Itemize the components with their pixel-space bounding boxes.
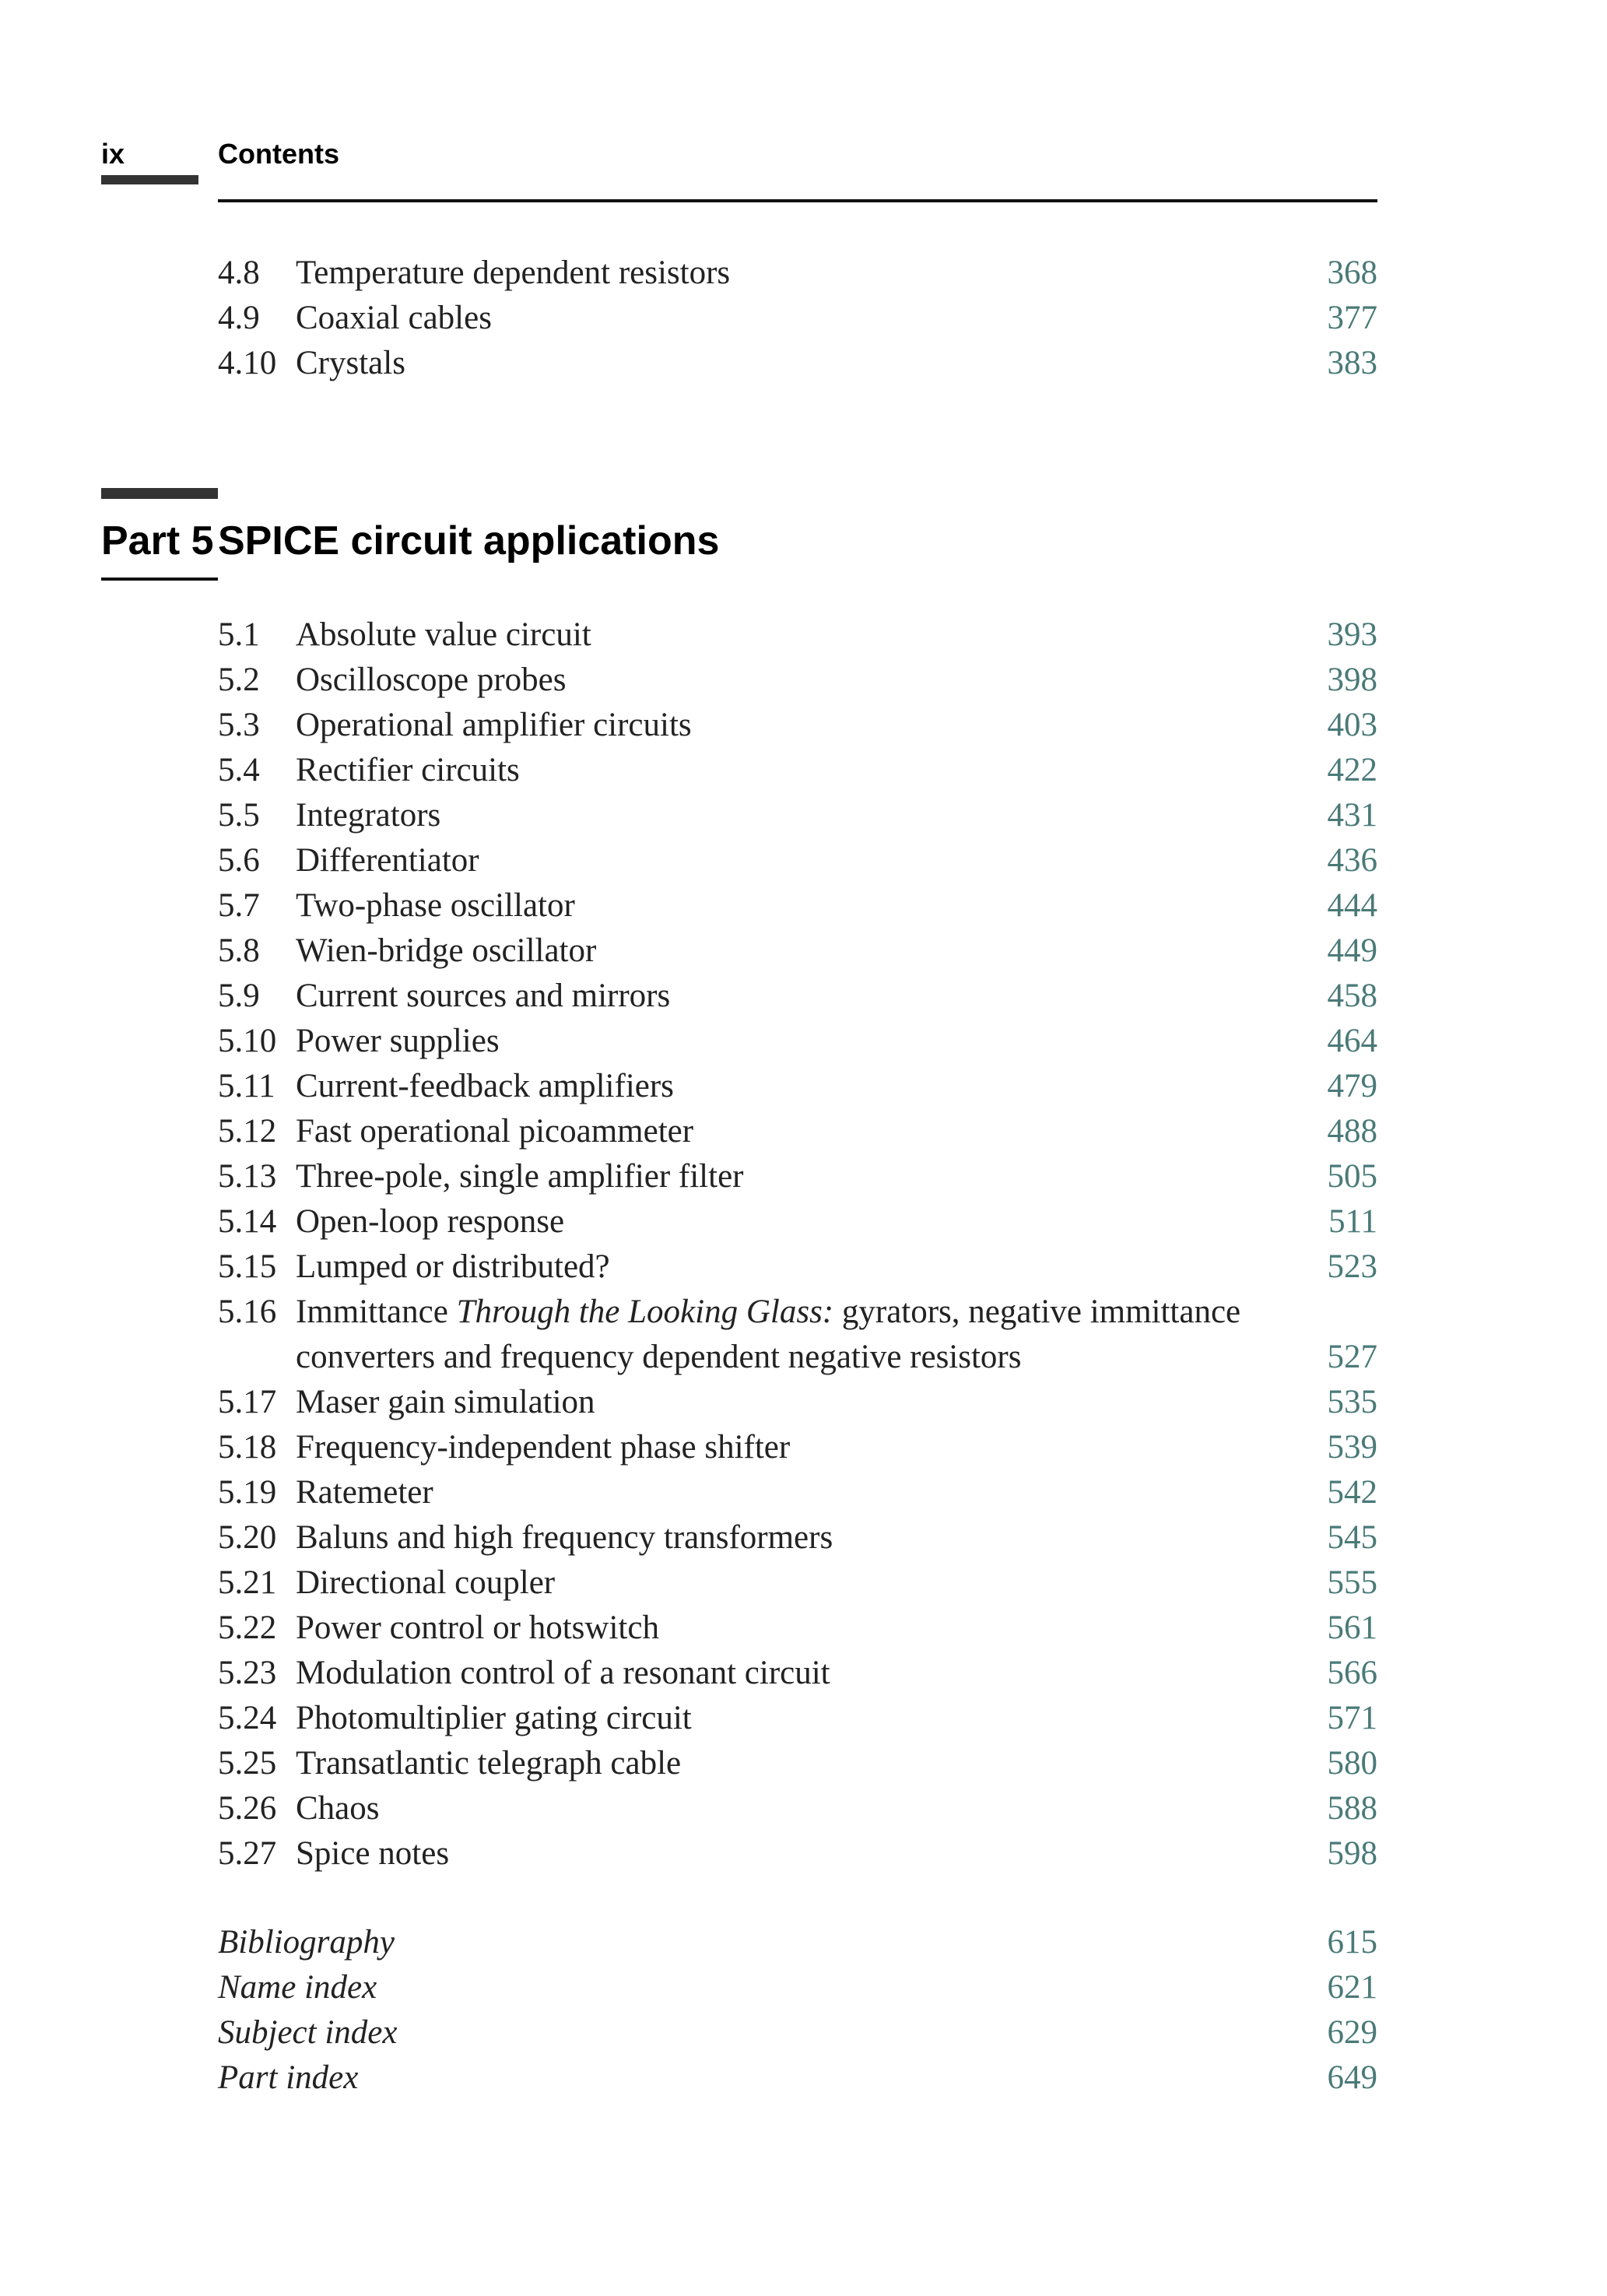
- toc-entry-page: 431: [1327, 797, 1377, 834]
- toc-entry-title: Chaos: [296, 1790, 380, 1827]
- toc-section-part4-continued: [218, 251, 1377, 386]
- toc-entry-title: Crystals: [296, 345, 405, 381]
- toc-entry-title: Two-phase oscillator: [296, 887, 575, 924]
- toc-entry[interactable]: [218, 793, 1377, 838]
- toc-entry-title: Bibliography: [218, 1924, 395, 1961]
- toc-entry[interactable]: [218, 1245, 1377, 1290]
- toc-entry-title: Temperature dependent resistors: [296, 255, 731, 291]
- toc-entry[interactable]: [218, 1606, 1377, 1651]
- toc-entry-number: 5.8: [218, 932, 260, 969]
- toc-entry[interactable]: [218, 1064, 1377, 1109]
- toc-entry[interactable]: [218, 1109, 1377, 1154]
- toc-entry-number: 4.8: [218, 255, 260, 291]
- toc-entry-page: 505: [1327, 1158, 1377, 1195]
- toc-entry-number: 5.20: [218, 1519, 277, 1556]
- toc-entry[interactable]: [218, 1696, 1377, 1741]
- toc-entry-number: 5.10: [218, 1023, 277, 1059]
- toc-entry-page: 393: [1327, 616, 1377, 653]
- toc-entry-title: Directional coupler: [296, 1564, 556, 1601]
- toc-entry[interactable]: [218, 658, 1377, 703]
- toc-entry-number: 5.22: [218, 1610, 277, 1646]
- toc-entry-page: 523: [1327, 1248, 1377, 1285]
- toc-entry-title: Power control or hotswitch: [296, 1610, 659, 1646]
- toc-entry-number: 5.19: [218, 1474, 277, 1511]
- toc-entry-title: Oscilloscope probes: [296, 662, 567, 698]
- toc-entry[interactable]: [218, 1561, 1377, 1606]
- toc-entry-title: Absolute value circuit: [296, 616, 591, 653]
- page-number: ix: [101, 138, 125, 170]
- toc-entry-title: Integrators: [296, 797, 441, 834]
- toc-entry-page: 422: [1327, 752, 1377, 788]
- toc-entry-page: 479: [1327, 1068, 1377, 1104]
- toc-entry[interactable]: [218, 1741, 1377, 1786]
- toc-entry-page: 561: [1327, 1610, 1377, 1646]
- toc-entry[interactable]: [218, 251, 1377, 296]
- toc-entry-title: Transatlantic telegraph cable: [296, 1745, 682, 1782]
- toc-entry-page: 588: [1327, 1790, 1377, 1827]
- toc-entry-title: Current-feedback amplifiers: [296, 1068, 674, 1104]
- toc-entry[interactable]: [218, 613, 1377, 658]
- toc-entry-title-suffix: gyrators, negative immittance converters and frequency dependent negative resistors: [296, 1294, 1241, 1375]
- toc-entry-title: Spice notes: [296, 1835, 450, 1872]
- toc-entry-title: Lumped or distributed?: [296, 1248, 610, 1285]
- toc-entry-title: Coaxial cables: [296, 300, 492, 336]
- toc-entry-page: 598: [1327, 1835, 1377, 1872]
- toc-entry[interactable]: [218, 1019, 1377, 1064]
- toc-entry-title: Differentiator: [296, 842, 479, 879]
- toc-entry-page: 449: [1327, 932, 1377, 969]
- toc-entry-number: 4.9: [218, 300, 260, 336]
- toc-entry[interactable]: [218, 2056, 1377, 2101]
- toc-entry-number: 5.16: [218, 1294, 277, 1330]
- toc-entry-page: 368: [1327, 255, 1377, 291]
- toc-entry-title: Power supplies: [296, 1023, 500, 1059]
- toc-entry-title: Three-pole, single amplifier filter: [296, 1158, 744, 1195]
- toc-entry-number: 5.24: [218, 1700, 277, 1736]
- toc-entry-page: 464: [1327, 1023, 1377, 1059]
- toc-entry[interactable]: [218, 838, 1377, 883]
- toc-entry-title: Open-loop response: [296, 1203, 565, 1240]
- toc-entry-number: 5.5: [218, 797, 260, 834]
- toc-entry-page: 535: [1327, 1384, 1377, 1420]
- toc-entry-page: 444: [1327, 887, 1377, 924]
- toc-entry-page: 555: [1327, 1564, 1377, 1601]
- toc-entry-title-prefix: Immittance: [296, 1294, 457, 1330]
- toc-entry-title: Operational amplifier circuits: [296, 707, 692, 743]
- toc-entry[interactable]: [218, 929, 1377, 974]
- toc-entry-number: 5.3: [218, 707, 260, 743]
- toc-entry-number: 5.9: [218, 978, 260, 1014]
- toc-entry-number: 5.11: [218, 1068, 275, 1104]
- toc-entry-page: 488: [1327, 1113, 1377, 1150]
- toc-entry-number: 5.25: [218, 1745, 277, 1782]
- toc-entry-page: 566: [1327, 1655, 1377, 1691]
- toc-section-part5: [218, 613, 1377, 1876]
- running-head-rule: [218, 199, 1377, 202]
- toc-entry-title: Modulation control of a resonant circuit: [296, 1655, 830, 1691]
- toc-entry-title: Name index: [218, 1969, 377, 2006]
- toc-entry-page: 398: [1327, 662, 1377, 698]
- toc-entry-number: 5.18: [218, 1429, 277, 1466]
- toc-entry-title: Frequency-independent phase shifter: [296, 1429, 791, 1466]
- toc-entry-number: 5.7: [218, 887, 260, 924]
- part-heading-rule: [101, 578, 218, 581]
- toc-entry-title: Baluns and high frequency transformers: [296, 1519, 833, 1556]
- toc-entry-page: 571: [1327, 1700, 1377, 1736]
- toc-entry[interactable]: [218, 2010, 1377, 2056]
- toc-entry-title-italic: Through the Looking Glass:: [456, 1294, 834, 1330]
- toc-entry[interactable]: [218, 1380, 1377, 1425]
- toc-entry-title: Subject index: [218, 2014, 398, 2051]
- toc-entry-page: 615: [1327, 1924, 1377, 1961]
- toc-entry[interactable]: [218, 703, 1377, 748]
- part-title: SPICE circuit applications: [218, 518, 720, 563]
- toc-entry[interactable]: [218, 883, 1377, 929]
- toc-entry-page: 377: [1327, 300, 1377, 336]
- toc-entry-page: 383: [1327, 345, 1377, 381]
- toc-entry-page: 458: [1327, 978, 1377, 1014]
- toc-entry[interactable]: [218, 1425, 1377, 1470]
- toc-entry-number: 5.26: [218, 1790, 277, 1827]
- toc-entry[interactable]: [218, 748, 1377, 793]
- toc-entry-number: 5.2: [218, 662, 260, 698]
- toc-entry[interactable]: [218, 1920, 1377, 1965]
- toc-entry-page: 545: [1327, 1519, 1377, 1556]
- toc-entry-title: Photomultiplier gating circuit: [296, 1700, 692, 1736]
- toc-entry[interactable]: [218, 1199, 1377, 1245]
- toc-entry-title: Current sources and mirrors: [296, 978, 671, 1014]
- toc-back-matter: [218, 1920, 1377, 2101]
- toc-entry[interactable]: [218, 1290, 1377, 1380]
- toc-entry[interactable]: [218, 1965, 1377, 2010]
- toc-entry[interactable]: [218, 1154, 1377, 1199]
- toc-entry-page: 539: [1327, 1429, 1377, 1466]
- toc-entry-number: 5.12: [218, 1113, 277, 1150]
- toc-entry-number: 5.4: [218, 752, 260, 788]
- toc-entry-page: 436: [1327, 842, 1377, 879]
- toc-entry-page: 621: [1327, 1969, 1377, 2006]
- toc-entry[interactable]: [218, 341, 1377, 386]
- toc-entry-number: 5.6: [218, 842, 260, 879]
- part-heading-bar: [101, 488, 218, 499]
- toc-entry-number: 5.21: [218, 1564, 277, 1601]
- toc-entry[interactable]: [218, 1515, 1377, 1561]
- toc-entry-title: Rectifier circuits: [296, 752, 520, 788]
- toc-entry-page: 580: [1327, 1745, 1377, 1782]
- toc-entry-page: 511: [1328, 1203, 1377, 1240]
- toc-entry-title: Ratemeter: [296, 1474, 433, 1511]
- toc-entry[interactable]: [218, 296, 1377, 341]
- toc-entry-page: 629: [1327, 2014, 1377, 2051]
- toc-entry[interactable]: [218, 1831, 1377, 1876]
- toc-entry-page: 542: [1327, 1474, 1377, 1511]
- toc-entry-title: Wien-bridge oscillator: [296, 932, 597, 969]
- toc-entry-number: 5.1: [218, 616, 260, 653]
- toc-entry-number: 5.15: [218, 1248, 277, 1285]
- toc-entry-title: Maser gain simulation: [296, 1384, 595, 1420]
- toc-entry-number: 5.27: [218, 1835, 277, 1872]
- part-heading: [101, 515, 719, 567]
- toc-entry[interactable]: [218, 1786, 1377, 1831]
- toc-entry[interactable]: [218, 1651, 1377, 1696]
- toc-entry-title: [296, 1290, 1261, 1380]
- toc-entry-page: 527: [1327, 1339, 1377, 1375]
- toc-entry[interactable]: [218, 1470, 1377, 1515]
- toc-entry-page: 403: [1327, 707, 1377, 743]
- toc-entry[interactable]: [218, 974, 1377, 1019]
- part-number: Part 5: [101, 518, 214, 563]
- toc-entry-page: 649: [1327, 2059, 1377, 2096]
- toc-entry-number: 4.10: [218, 345, 277, 381]
- toc-entry-number: 5.17: [218, 1384, 277, 1420]
- toc-entry-title: Part index: [218, 2059, 359, 2096]
- running-head-title: Contents: [218, 138, 339, 170]
- toc-entry-number: 5.14: [218, 1203, 277, 1240]
- running-head-bar: [101, 175, 198, 184]
- toc-entry-number: 5.23: [218, 1655, 277, 1691]
- toc-entry-number: 5.13: [218, 1158, 277, 1195]
- toc-entry-title: Fast operational picoammeter: [296, 1113, 694, 1150]
